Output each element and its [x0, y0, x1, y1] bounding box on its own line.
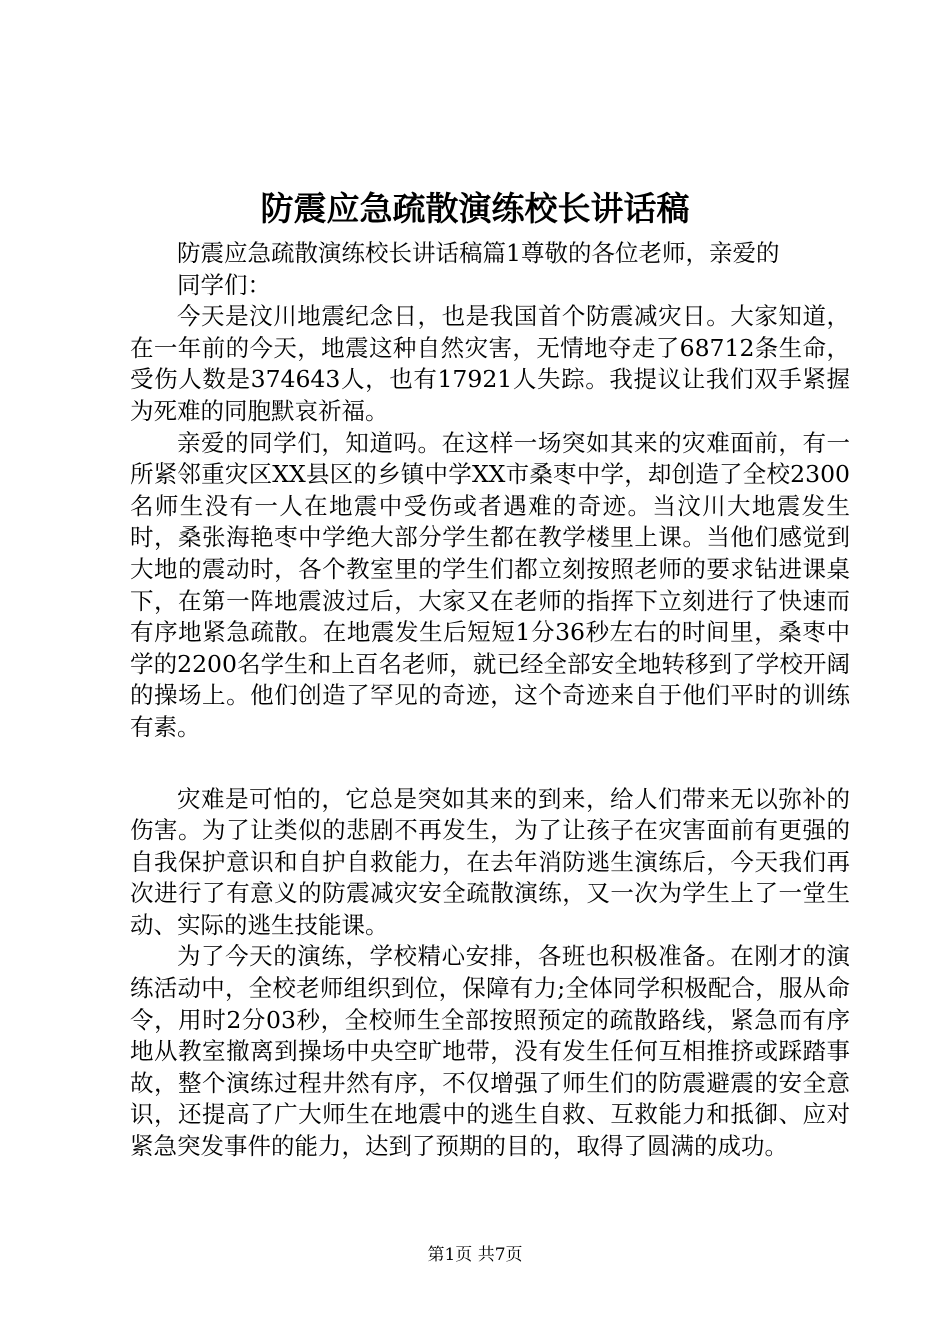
page-title: 防震应急疏散演练校长讲话稿	[260, 189, 690, 228]
paragraph-salutation: 同学们：	[177, 270, 271, 299]
paragraph-spacer	[130, 744, 850, 784]
paragraph-opening: 防震应急疏散演练校长讲话稿篇1尊敬的各位老师，亲爱的	[177, 239, 780, 267]
page-footer: 第1页 共7页	[427, 1245, 523, 1265]
paragraph-drill-result: 为了今天的演练，学校精心安排，各班也积极准备。在刚才的演练活动中，全校老师组织到位，保障有力;全体同学积极配合，服从命令，用时2分03秒，全校师生全部按照预定的疏散路线，紧急而有序地从教室撤离到操场中央空旷地带，没有发生任何互相推挤或踩踏事故，整个演练过程井然有序，不仅增强了师生们的防震避震的安全意识，还提高了广大师生在地震中的逃生自救、互救能力和抵御、应对紧急突发事件的能力，达到了预期的目的，取得了圆满的成功。	[130, 942, 850, 1161]
document-body	[130, 238, 850, 1163]
paragraph-sangzao-school: 亲爱的同学们，知道吗。在这样一场突如其来的灾难面前，有一所紧邻重灾区XX县区的乡镇中学XX市桑枣中学，却创造了全校2300名师生没有一人在地震中受伤或者遇难的奇迹。当汶川大地震发生时，桑张海艳枣中学绝大部分学生都在教学楼里上课。当他们感觉到大地的震动时，各个教室里的学生们都立刻按照老师的要求钻进课桌下，在第一阵地震波过后，大家又在老师的指挥下立刻进行了快速而有序地紧急疏散。在地震发生后短短1分36秒左右的时间里，桑枣中学的2200名学生和上百名老师，就已经全部安全地转移到了学校开阔的操场上。他们创造了罕见的奇迹，这个奇迹来自于他们平时的训练有素。	[130, 428, 850, 741]
paragraph-disaster: 灾难是可怕的，它总是突如其来的到来，给人们带来无以弥补的伤害。为了让类似的悲剧不再发生，为了让孩子在灾害面前有更强的自我保护意识和自护自救能力，在去年消防逃生演练后，今天我们再次进行了有意义的防震减灾安全疏散演练，又一次为学生上了一堂生动、实际的逃生技能课。	[130, 784, 850, 939]
paragraph-memorial: 今天是汶川地震纪念日，也是我国首个防震减灾日。大家知道，在一年前的今天，地震这种自然灾害，无情地夺走了68712条生命，受伤人数是374643人，也有17921人失踪。我提议让我们双手紧握为死难的同胞默哀祈福。	[130, 302, 850, 425]
